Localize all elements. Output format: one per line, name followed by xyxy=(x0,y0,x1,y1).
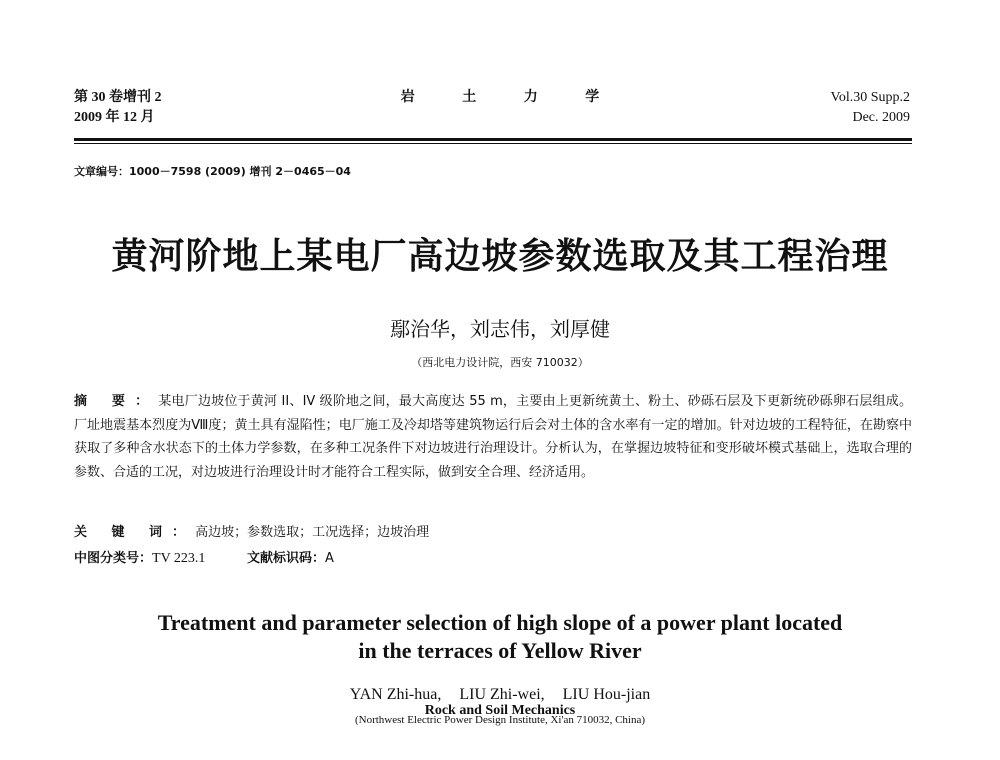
clc-label: 中图分类号： xyxy=(74,551,153,566)
abstract xyxy=(74,390,912,484)
affiliation-en: (Northwest Electric Power Design Institute, Xi'an 710032, China) xyxy=(354,714,646,726)
doc-code-label: 文献标识码： xyxy=(247,551,326,566)
author-en-1: YAN Zhi-hua, xyxy=(349,686,442,703)
keywords-label: 关 键 词： xyxy=(74,525,196,540)
header-rule-thick xyxy=(74,138,912,141)
classification-line xyxy=(74,547,912,567)
paper-title-cn: 黄河阶地上某电厂高边坡参数选取及其工程治理 xyxy=(111,236,889,277)
authors-cn: 鄢治华，刘志伟，刘厚健 xyxy=(390,317,610,341)
keywords xyxy=(74,521,912,540)
journal-name-cn: 岩 土 力 学 xyxy=(400,90,622,105)
date-en: Dec. 2009 xyxy=(852,110,910,125)
paper-title-en-line2: in the terraces of Yellow River xyxy=(358,638,642,663)
doc-code-value: A xyxy=(325,551,334,566)
header-right xyxy=(831,88,910,128)
abstract-text: 某电厂边坡位于黄河 II、IV 级阶地之间，最大高度达 55 m，主要由上更新统黄土、粉土、砂砾石层及下更新统砂砾卵石层组成。厂址地震基本烈度为Ⅷ度；黄土具有湿陷性；电厂施工及冷却塔等建筑物运行后会对土体的含水率有一定的增加。针对边坡的工程特征，在勘察中获取了多种含水状态下的土体力学参数，在多种工况条件下对边坡进行治理设计。分析认为，在掌握边坡特征和变形破坏模式基础上，选取合理的参数、合适的工况，对边坡进行治理设计时才能符合工程实际，做到安全合理、经济适用。 xyxy=(74,394,912,480)
keywords-text: 高边坡；参数选取；工况选择；边坡治理 xyxy=(195,525,430,540)
volume-en: Vol.30 Supp.2 xyxy=(830,90,910,105)
paper-title-en-line1: Treatment and parameter selection of high slope of a power plant located xyxy=(157,610,843,635)
header-rule-thin xyxy=(74,143,912,144)
abstract-label: 摘 要： xyxy=(74,394,159,409)
clc-value: TV 223.1 xyxy=(152,551,206,566)
affiliation-cn: （西北电力设计院，西安 710032） xyxy=(411,356,589,369)
paper-title-en xyxy=(0,609,1000,665)
article-number: 文章编号：1000－7598 (2009) 增刊 2－0465－04 xyxy=(74,165,351,178)
journal-name-en: Rock and Soil Mechanics xyxy=(424,703,576,718)
authors-en xyxy=(0,686,1000,704)
volume-cn: 第 30 卷增刊 2 xyxy=(74,90,162,105)
date-cn: 2009 年 12 月 xyxy=(74,110,155,125)
author-en-2: LIU Zhi-wei, xyxy=(459,686,545,703)
author-en-3: LIU Hou-jian xyxy=(562,686,651,703)
